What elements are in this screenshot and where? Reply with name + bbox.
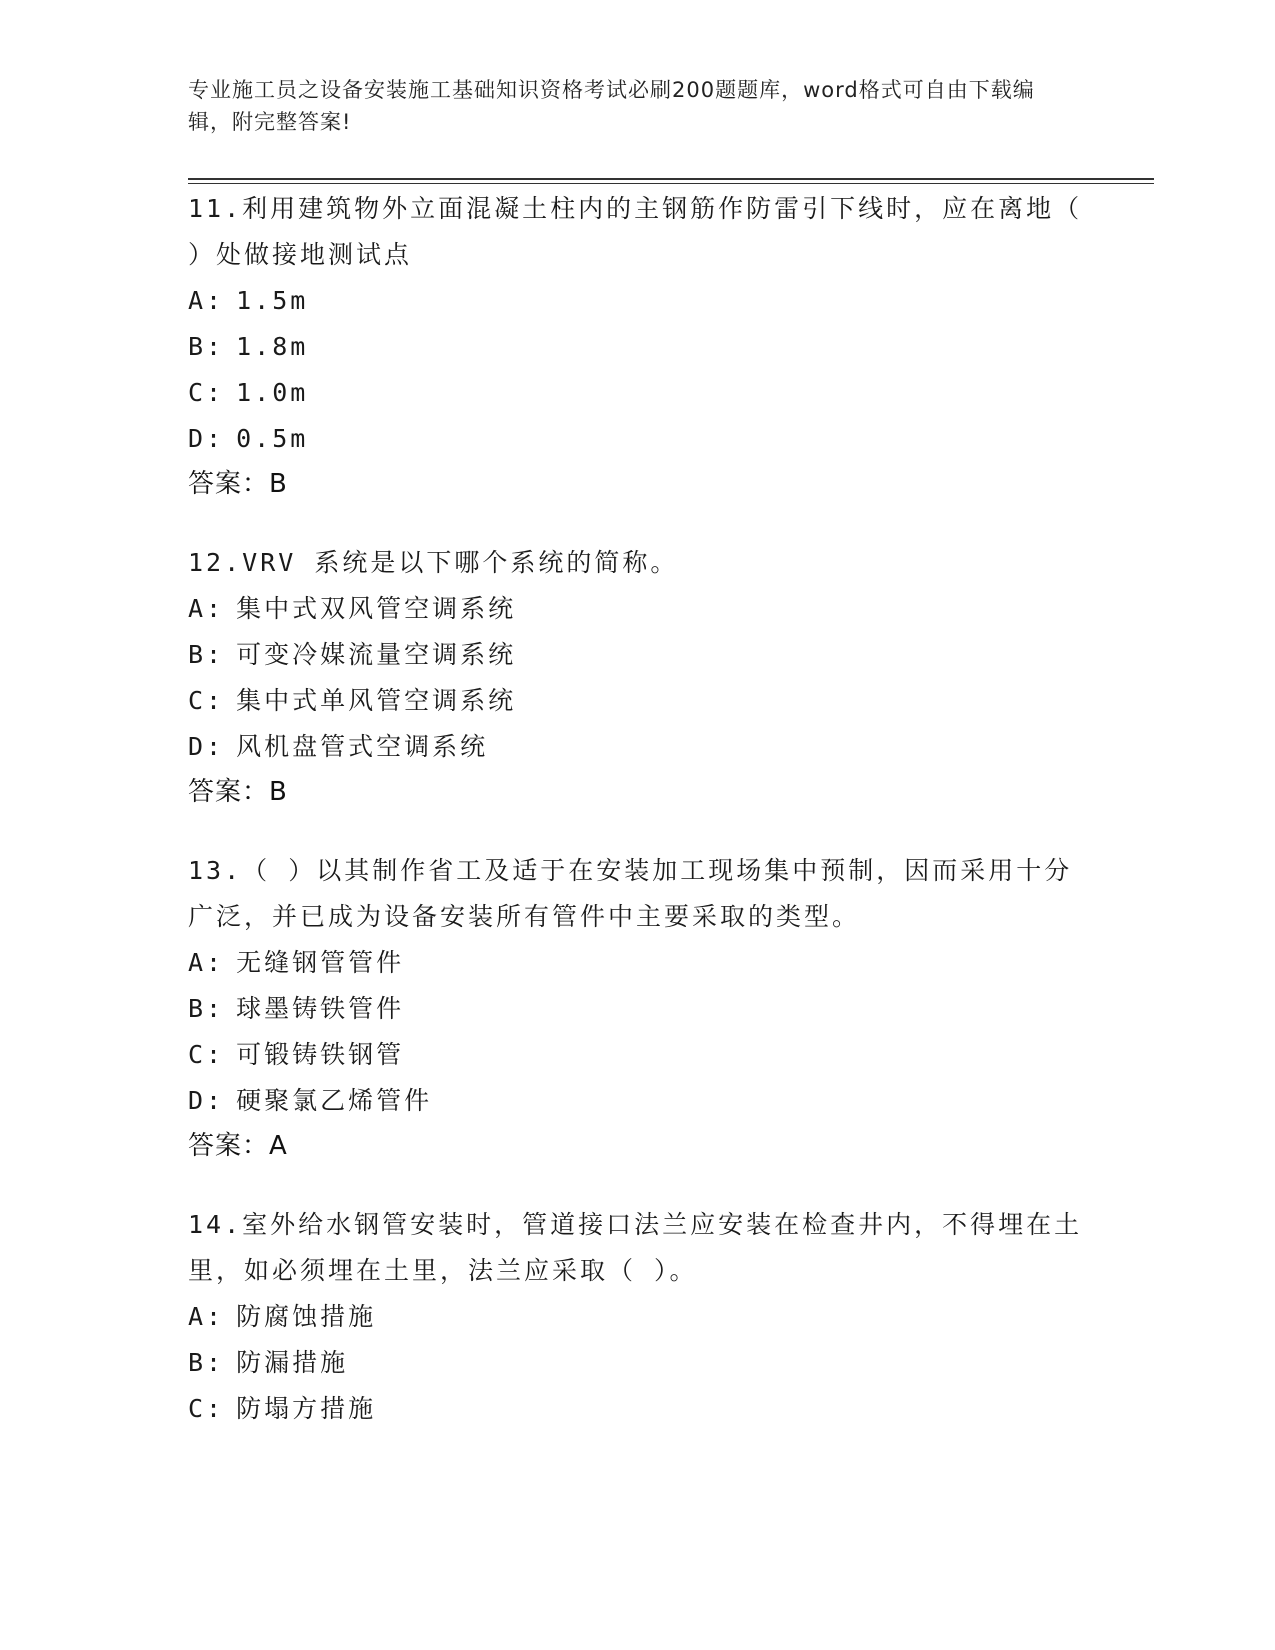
option-key: A:: [188, 948, 225, 977]
option-b: [188, 324, 1088, 370]
option-text: 1.0m: [236, 378, 309, 407]
option-c: [188, 678, 1088, 724]
question-stem: [188, 540, 1088, 586]
document-header: [188, 74, 1068, 138]
option-key: A:: [188, 286, 225, 315]
option-key: B:: [188, 640, 225, 669]
option-c: [188, 1386, 1088, 1432]
option-key: B:: [188, 994, 225, 1023]
option-text: 1.5m: [236, 286, 309, 315]
option-b: [188, 632, 1088, 678]
option-key: D:: [188, 1086, 225, 1115]
option-key: C:: [188, 1394, 225, 1423]
question-number: 12.: [188, 548, 243, 577]
question-13: [188, 848, 1088, 1168]
question-11: [188, 186, 1088, 506]
question-12: [188, 540, 1088, 814]
option-b: [188, 986, 1088, 1032]
option-text: 球墨铸铁管件: [236, 994, 405, 1023]
option-key: A:: [188, 1302, 225, 1331]
option-b: [188, 1340, 1088, 1386]
header-divider-thick: [188, 178, 1154, 180]
option-text: 防塌方措施: [236, 1394, 377, 1423]
question-number: 14.: [188, 1210, 243, 1239]
option-text: 硬聚氯乙烯管件: [236, 1086, 433, 1115]
question-14: [188, 1202, 1088, 1432]
option-c: [188, 370, 1088, 416]
option-d: [188, 724, 1088, 770]
question-text: 利用建筑物外立面混凝土柱内的主钢筋作防雷引下线时，应在离地（ ）处做接地测试点: [188, 194, 1083, 269]
option-c: [188, 1032, 1088, 1078]
question-stem: [188, 848, 1088, 940]
question-text: VRV 系统是以下哪个系统的简称。: [242, 548, 679, 577]
option-d: [188, 416, 1088, 462]
option-text: 可锻铸铁钢管: [236, 1040, 405, 1069]
option-text: 1.8m: [236, 332, 309, 361]
answer-text: 答案：B: [188, 777, 288, 807]
option-a: [188, 586, 1088, 632]
question-stem: [188, 1202, 1088, 1294]
answer-text: 答案：B: [188, 469, 288, 499]
option-text: 可变冷媒流量空调系统: [236, 640, 517, 669]
question-stem: [188, 186, 1088, 278]
option-key: B:: [188, 1348, 225, 1377]
option-key: D:: [188, 424, 225, 453]
option-text: 无缝钢管管件: [236, 948, 405, 977]
question-text: 室外给水钢管安装时，管道接口法兰应安装在检查井内，不得埋在土里，如必须埋在土里，法兰应采取（ ）。: [188, 1210, 1083, 1285]
option-text: 防漏措施: [236, 1348, 349, 1377]
header-title: 专业施工员之设备安装施工基础知识资格考试必刷200题题库，word格式可自由下载编辑，附完整答案!: [188, 78, 1035, 134]
option-key: C:: [188, 1040, 225, 1069]
option-text: 集中式单风管空调系统: [236, 686, 517, 715]
question-list: [188, 186, 1088, 1466]
option-text: 风机盘管式空调系统: [236, 732, 489, 761]
option-text: 集中式双风管空调系统: [236, 594, 517, 623]
option-d: [188, 1078, 1088, 1124]
question-text: （ ）以其制作省工及适于在安装加工现场集中预制，因而采用十分广泛，并已成为设备安装所有管件中主要采取的类型。: [188, 856, 1073, 931]
option-key: A:: [188, 594, 225, 623]
option-key: C:: [188, 378, 225, 407]
header-divider-thin: [188, 183, 1154, 184]
option-a: [188, 940, 1088, 986]
option-text: 防腐蚀措施: [236, 1302, 377, 1331]
option-a: [188, 278, 1088, 324]
option-key: C:: [188, 686, 225, 715]
question-number: 13.: [188, 856, 243, 885]
answer-text: 答案：A: [188, 1131, 288, 1161]
option-a: [188, 1294, 1088, 1340]
option-key: B:: [188, 332, 225, 361]
option-text: 0.5m: [236, 424, 309, 453]
question-number: 11.: [188, 194, 243, 223]
option-key: D:: [188, 732, 225, 761]
